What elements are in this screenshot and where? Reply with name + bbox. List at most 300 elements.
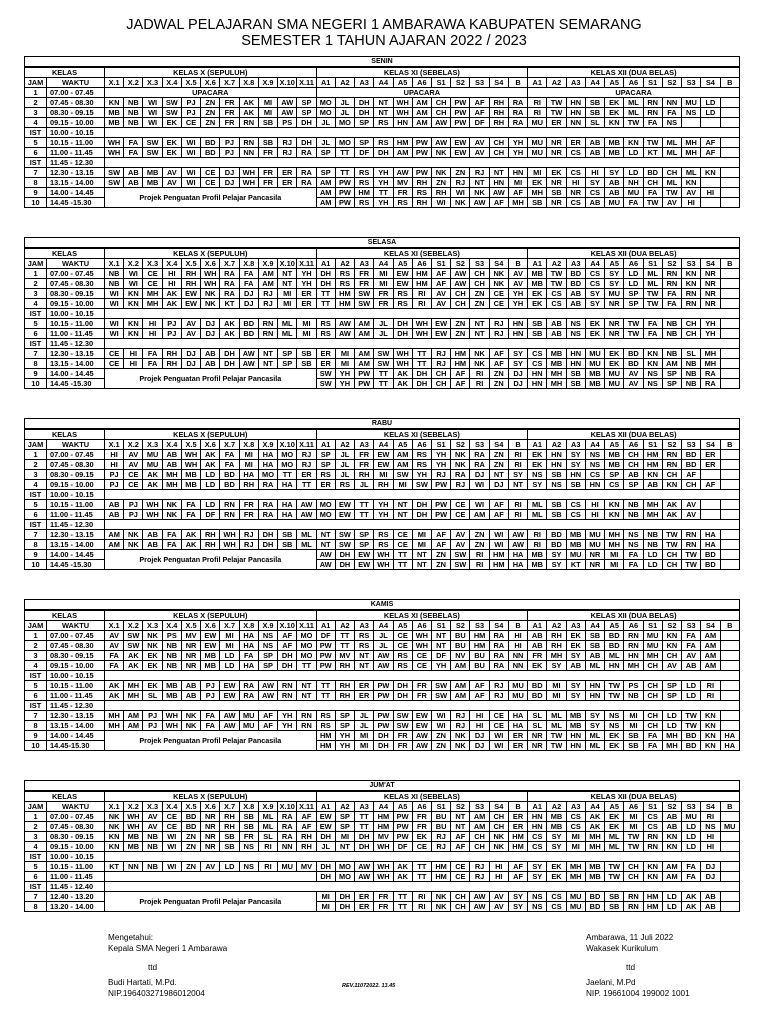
- waktu-cell: 07.00 - 07.45: [47, 631, 105, 641]
- class-header: S2: [662, 802, 681, 812]
- period-row: [25, 812, 740, 822]
- subject-cell: AB: [547, 329, 566, 339]
- subject-cell: HN: [566, 731, 585, 741]
- subject-cell: HN: [566, 359, 585, 369]
- subject-cell: AV: [489, 902, 508, 912]
- jam-header: JAM: [25, 78, 47, 88]
- waktu-cell: 14.45 -15.30: [47, 560, 105, 570]
- subject-cell: DF: [201, 510, 220, 520]
- subject-cell: RJ: [258, 299, 277, 309]
- class-header: X.8: [239, 621, 258, 631]
- class-header: A6: [412, 621, 431, 631]
- break-cell: [105, 701, 740, 711]
- subject-cell: RI: [412, 892, 431, 902]
- subject-cell: BD: [220, 480, 239, 490]
- empty-cell: [105, 872, 317, 882]
- subject-cell: AM: [662, 872, 681, 882]
- subject-cell: WI: [181, 148, 200, 158]
- waktu-cell: 09.15 - 10.00: [47, 299, 105, 309]
- subject-cell: JL: [335, 450, 354, 460]
- subject-cell: ZN: [431, 731, 450, 741]
- class-header: A5: [393, 621, 412, 631]
- subject-cell: YH: [431, 460, 450, 470]
- subject-cell: WH: [374, 842, 393, 852]
- subject-cell: HA: [278, 500, 297, 510]
- subject-cell: WH: [181, 460, 200, 470]
- jam-cell: 4: [25, 118, 47, 128]
- subject-cell: RN: [624, 902, 643, 912]
- period-row: [25, 349, 740, 359]
- subject-cell: CH: [643, 691, 662, 701]
- subject-cell: SW: [143, 138, 162, 148]
- subject-cell: CS: [566, 168, 585, 178]
- waktu-cell: 14.45 -15.30: [47, 198, 105, 208]
- subject-cell: NK: [451, 198, 470, 208]
- period-row: [25, 359, 740, 369]
- subject-cell: WH: [374, 560, 393, 570]
- waktu-cell: 07.00 - 07.45: [47, 812, 105, 822]
- subject-cell: HA: [239, 470, 258, 480]
- subject-cell: NT: [258, 349, 277, 359]
- subject-cell: SB: [547, 470, 566, 480]
- class-header: X.10: [278, 802, 297, 812]
- group-xi-header: KELAS XI (SEBELAS): [316, 610, 528, 621]
- subject-cell: NT: [412, 560, 431, 570]
- class-header: X.10: [278, 621, 297, 631]
- right-nip: NIP. 19661004 199002 1001: [586, 989, 690, 998]
- subject-cell: LD: [220, 862, 239, 872]
- subject-cell: RN: [258, 319, 277, 329]
- subject-cell: AM: [451, 691, 470, 701]
- subject-cell: ER: [297, 299, 316, 309]
- subject-cell: YH: [297, 269, 316, 279]
- subject-cell: SP: [355, 540, 374, 550]
- subject-cell: HA: [508, 721, 527, 731]
- subject-cell: ER: [508, 822, 527, 832]
- subject-cell: TW: [624, 319, 643, 329]
- subject-cell: AM: [662, 862, 681, 872]
- subject-cell: LD: [701, 98, 720, 108]
- subject-cell: EW: [355, 560, 374, 570]
- subject-cell: AV: [489, 892, 508, 902]
- subject-cell: NR: [566, 188, 585, 198]
- subject-cell: KT: [643, 148, 662, 158]
- day-name: JUM'AT: [25, 781, 740, 792]
- waktu-header: WAKTU: [47, 259, 105, 269]
- subject-cell: EK: [547, 872, 566, 882]
- class-header: A3: [566, 440, 585, 450]
- subject-cell: YH: [278, 711, 297, 721]
- subject-cell: LD: [624, 168, 643, 178]
- subject-cell: KT: [220, 299, 239, 309]
- subject-cell: ML: [662, 138, 681, 148]
- subject-cell: RN: [643, 842, 662, 852]
- subject-cell: DJ: [470, 741, 489, 751]
- class-header: S2: [451, 802, 470, 812]
- subject-cell: MU: [605, 369, 624, 379]
- subject-cell: EW: [431, 319, 450, 329]
- subject-cell: AW: [220, 721, 239, 731]
- subject-cell: RJ: [297, 450, 316, 460]
- subject-cell: SL: [258, 832, 277, 842]
- subject-cell: CE: [105, 359, 124, 369]
- subject-cell: MO: [335, 118, 354, 128]
- subject-cell: RH: [220, 812, 239, 822]
- subject-cell: [720, 862, 740, 872]
- subject-cell: HA: [508, 560, 527, 570]
- waktu-cell: 14.00 - 14.45: [47, 731, 105, 741]
- subject-cell: ML: [547, 711, 566, 721]
- subject-cell: PW: [335, 198, 354, 208]
- subject-cell: MI: [297, 329, 316, 339]
- jam-cell: 3: [25, 108, 47, 118]
- subject-cell: RA: [220, 269, 239, 279]
- subject-cell: AF: [470, 691, 489, 701]
- subject-cell: AB: [682, 661, 701, 671]
- period-row: [25, 651, 740, 661]
- subject-cell: YH: [374, 168, 393, 178]
- subject-cell: CE: [143, 279, 162, 289]
- subject-cell: RI: [508, 460, 527, 470]
- subject-cell: AV: [662, 198, 681, 208]
- subject-cell: RA: [258, 510, 277, 520]
- subject-cell: NT: [316, 530, 335, 540]
- class-header: X.11: [297, 802, 316, 812]
- subject-cell: YH: [374, 510, 393, 520]
- subject-cell: TW: [624, 842, 643, 852]
- subject-cell: CE: [124, 470, 143, 480]
- subject-cell: DH: [412, 500, 431, 510]
- subject-cell: FR: [393, 188, 412, 198]
- subject-cell: ZN: [181, 832, 200, 842]
- jam-header: JAM: [25, 802, 47, 812]
- subject-cell: MI: [624, 711, 643, 721]
- subject-cell: EW: [431, 329, 450, 339]
- class-header: X.4: [162, 802, 181, 812]
- subject-cell: MB: [181, 470, 200, 480]
- subject-cell: KN: [605, 118, 624, 128]
- subject-cell: KN: [124, 319, 143, 329]
- subject-cell: CS: [566, 812, 585, 822]
- subject-cell: SB: [528, 198, 547, 208]
- subject-cell: ER: [316, 349, 335, 359]
- waktu-cell: 09.15 - 10.00: [47, 661, 105, 671]
- subject-cell: RN: [258, 329, 277, 339]
- subject-cell: RN: [662, 450, 681, 460]
- subject-cell: FR: [258, 178, 277, 188]
- class-header: X.1: [105, 259, 124, 269]
- subject-cell: WH: [239, 178, 258, 188]
- subject-cell: AM: [105, 540, 124, 550]
- subject-cell: NR: [605, 329, 624, 339]
- subject-cell: NS: [662, 118, 681, 128]
- class-header: X.7: [220, 621, 239, 631]
- subject-cell: RJ: [278, 148, 297, 158]
- class-header: X.3: [143, 78, 162, 88]
- subject-cell: RI: [470, 550, 489, 560]
- subject-cell: FA: [624, 198, 643, 208]
- subject-cell: NT: [470, 319, 489, 329]
- subject-cell: RA: [297, 148, 316, 158]
- subject-cell: KN: [701, 721, 720, 731]
- subject-cell: SP: [335, 711, 354, 721]
- subject-cell: SB: [297, 349, 316, 359]
- subject-cell: WI: [105, 289, 124, 299]
- subject-cell: AF: [451, 842, 470, 852]
- subject-cell: KN: [105, 98, 124, 108]
- subject-cell: FR: [393, 731, 412, 741]
- subject-cell: DH: [355, 832, 374, 842]
- subject-cell: MH: [682, 148, 701, 158]
- class-header: X.9: [258, 78, 277, 88]
- class-header: X.2: [124, 78, 143, 88]
- subject-cell: HI: [701, 188, 720, 198]
- schedule-table: [24, 418, 740, 570]
- subject-cell: NK: [470, 188, 489, 198]
- subject-cell: FA: [682, 872, 701, 882]
- period-row: [25, 681, 740, 691]
- subject-cell: HI: [105, 450, 124, 460]
- class-header: A3: [355, 621, 374, 631]
- subject-cell: MO: [278, 460, 297, 470]
- subject-cell: MI: [297, 319, 316, 329]
- subject-cell: SY: [585, 721, 604, 731]
- subject-cell: EW: [316, 812, 335, 822]
- subject-cell: RA: [701, 369, 720, 379]
- waktu-cell: 08.30 - 09.15: [47, 832, 105, 842]
- subject-cell: SP: [605, 470, 624, 480]
- subject-cell: NR: [701, 279, 720, 289]
- subject-cell: RH: [431, 188, 450, 198]
- subject-cell: NN: [508, 651, 527, 661]
- subject-cell: AB: [662, 822, 681, 832]
- subject-cell: SY: [605, 168, 624, 178]
- subject-cell: RH: [547, 641, 566, 651]
- subject-cell: AV: [624, 379, 643, 389]
- subject-cell: FR: [258, 168, 277, 178]
- subject-cell: ML: [605, 651, 624, 661]
- subject-cell: HM: [643, 902, 662, 912]
- waktu-cell: 14.00 - 14.45: [47, 550, 105, 560]
- subject-cell: HN: [547, 460, 566, 470]
- subject-cell: SP: [316, 460, 335, 470]
- subject-cell: [720, 98, 740, 108]
- subject-cell: [720, 369, 740, 379]
- subject-cell: MO: [335, 862, 354, 872]
- subject-cell: RN: [297, 711, 316, 721]
- subject-cell: CE: [393, 631, 412, 641]
- page-title: JADWAL PELAJARAN SMA NEGERI 1 AMBARAWA KABUPATEN SEMARANG: [126, 17, 642, 33]
- class-header: S3: [682, 802, 701, 812]
- subject-cell: [720, 349, 740, 359]
- subject-cell: EW: [412, 711, 431, 721]
- subject-cell: AK: [201, 450, 220, 460]
- subject-cell: AW: [239, 359, 258, 369]
- subject-cell: SW: [105, 168, 124, 178]
- subject-cell: HM: [316, 741, 335, 751]
- subject-cell: CE: [162, 822, 181, 832]
- subject-cell: ZN: [431, 550, 450, 560]
- subject-cell: KN: [643, 470, 662, 480]
- break-cell: [105, 490, 740, 500]
- subject-cell: MO: [297, 641, 316, 651]
- class-header: X.3: [143, 440, 162, 450]
- subject-cell: MH: [143, 299, 162, 309]
- class-header: X.8: [239, 802, 258, 812]
- subject-cell: MU: [278, 862, 297, 872]
- subject-cell: NK: [489, 832, 508, 842]
- subject-cell: MI: [547, 691, 566, 701]
- subject-cell: MU: [528, 118, 547, 128]
- subject-cell: MU: [143, 450, 162, 460]
- subject-cell: EK: [528, 299, 547, 309]
- subject-cell: MV: [181, 631, 200, 641]
- subject-cell: KN: [124, 329, 143, 339]
- subject-cell: SB: [585, 631, 604, 641]
- subject-cell: CS: [566, 198, 585, 208]
- waktu-cell: 07.00 - 07.45: [47, 269, 105, 279]
- subject-cell: MB: [143, 168, 162, 178]
- subject-cell: MI: [278, 289, 297, 299]
- class-header: A6: [624, 440, 643, 450]
- subject-cell: MB: [566, 530, 585, 540]
- subject-cell: BD: [605, 631, 624, 641]
- subject-cell: HI: [489, 872, 508, 882]
- subject-cell: MB: [528, 550, 547, 560]
- subject-cell: FA: [220, 460, 239, 470]
- subject-cell: CE: [124, 480, 143, 490]
- period-row: [25, 118, 740, 128]
- subject-cell: DJ: [701, 872, 720, 882]
- subject-cell: HI: [143, 319, 162, 329]
- subject-cell: NT: [431, 631, 450, 641]
- subject-cell: NK: [431, 148, 450, 158]
- class-header: S1: [643, 440, 662, 450]
- break-cell: [105, 852, 740, 862]
- subject-cell: NB: [105, 269, 124, 279]
- subject-cell: NT: [258, 359, 277, 369]
- subject-cell: CH: [451, 902, 470, 912]
- period-row: [25, 128, 740, 138]
- subject-cell: AK: [124, 661, 143, 671]
- class-header: X.9: [258, 621, 277, 631]
- subject-cell: NB: [682, 379, 701, 389]
- subject-cell: AV: [682, 500, 701, 510]
- subject-cell: SY: [605, 279, 624, 289]
- subject-cell: AF: [451, 369, 470, 379]
- subject-cell: TT: [316, 289, 335, 299]
- subject-cell: DH: [278, 661, 297, 671]
- waktu-cell: 09.15 - 10.00: [47, 480, 105, 490]
- subject-cell: NR: [181, 651, 200, 661]
- subject-cell: TT: [393, 550, 412, 560]
- subject-cell: HM: [489, 550, 508, 560]
- subject-cell: BD: [643, 168, 662, 178]
- subject-cell: FR: [239, 832, 258, 842]
- subject-cell: WH: [162, 711, 181, 721]
- subject-cell: DH: [335, 550, 354, 560]
- subject-cell: AM: [393, 450, 412, 460]
- class-header: S4: [701, 802, 720, 812]
- period-row: [25, 309, 740, 319]
- subject-cell: RA: [508, 118, 527, 128]
- subject-cell: SB: [278, 540, 297, 550]
- subject-cell: NB: [643, 530, 662, 540]
- subject-cell: EW: [374, 460, 393, 470]
- subject-cell: EK: [412, 832, 431, 842]
- period-row: [25, 530, 740, 540]
- subject-cell: TT: [335, 168, 354, 178]
- subject-cell: NR: [181, 661, 200, 671]
- subject-cell: MU: [605, 289, 624, 299]
- subject-cell: MI: [355, 741, 374, 751]
- class-header: S2: [451, 259, 470, 269]
- subject-cell: [720, 118, 740, 128]
- subject-cell: WH: [105, 138, 124, 148]
- subject-cell: DH: [220, 349, 239, 359]
- subject-cell: RS: [316, 711, 335, 721]
- kelas-header: KELAS: [25, 248, 105, 259]
- subject-cell: ZN: [470, 299, 489, 309]
- subject-cell: EK: [605, 812, 624, 822]
- class-header: A5: [393, 802, 412, 812]
- subject-cell: CS: [528, 842, 547, 852]
- jam-cell: IST: [25, 158, 47, 168]
- subject-cell: SB: [547, 188, 566, 198]
- subject-cell: SB: [585, 98, 604, 108]
- subject-cell: MU: [239, 721, 258, 731]
- period-row: [25, 299, 740, 309]
- subject-cell: AB: [181, 691, 200, 701]
- subject-cell: PJ: [143, 711, 162, 721]
- subject-cell: PW: [335, 178, 354, 188]
- subject-cell: WI: [143, 108, 162, 118]
- subject-cell: YH: [335, 741, 354, 751]
- subject-cell: TW: [547, 269, 566, 279]
- period-row: [25, 892, 740, 902]
- subject-cell: BD: [566, 279, 585, 289]
- class-header: A5: [605, 802, 624, 812]
- subject-cell: HA: [701, 540, 720, 550]
- subject-cell: SB: [220, 832, 239, 842]
- class-header: A3: [566, 802, 585, 812]
- subject-cell: SL: [143, 691, 162, 701]
- subject-cell: NT: [470, 178, 489, 188]
- subject-cell: MB: [162, 691, 181, 701]
- subject-cell: HA: [278, 480, 297, 490]
- subject-cell: TW: [643, 299, 662, 309]
- subject-cell: TT: [412, 349, 431, 359]
- subject-cell: RS: [355, 198, 374, 208]
- subject-cell: MU: [585, 359, 604, 369]
- subject-cell: [701, 510, 720, 520]
- class-header: S4: [489, 78, 508, 88]
- subject-cell: CS: [566, 500, 585, 510]
- subject-cell: RS: [393, 661, 412, 671]
- class-header: A4: [374, 78, 393, 88]
- waktu-cell: 11.00 - 11.45: [47, 691, 105, 701]
- subject-cell: ER: [316, 480, 335, 490]
- subject-cell: AM: [412, 118, 431, 128]
- subject-cell: NT: [316, 540, 335, 550]
- subject-cell: NK: [489, 842, 508, 852]
- break-cell: [105, 671, 740, 681]
- subject-cell: DJ: [701, 862, 720, 872]
- subject-cell: HI: [470, 711, 489, 721]
- subject-cell: CS: [547, 299, 566, 309]
- subject-cell: LD: [624, 269, 643, 279]
- jam-cell: 10: [25, 198, 47, 208]
